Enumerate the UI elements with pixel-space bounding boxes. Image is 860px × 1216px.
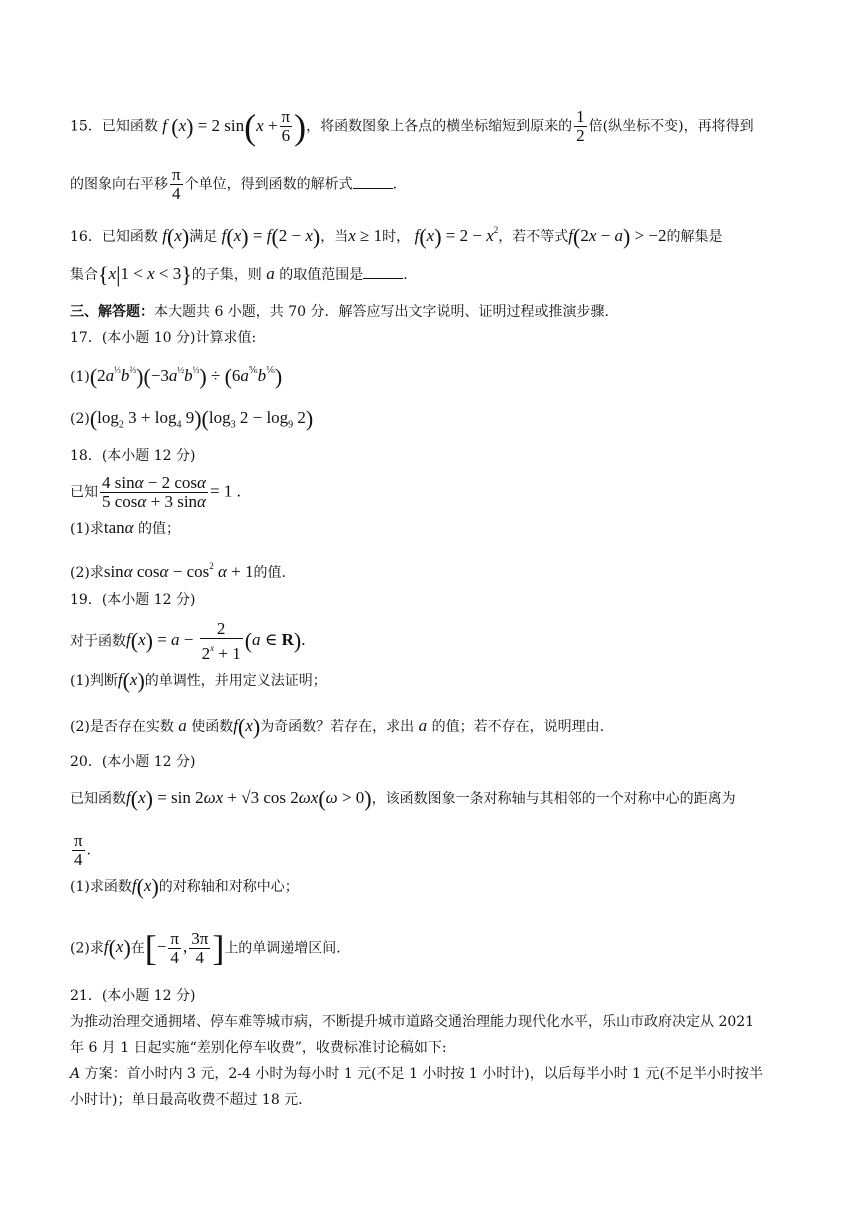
q19-intro: 对于函数 xyxy=(70,633,126,650)
q19-p2d: 的值；若不存在，说明理由. xyxy=(431,719,605,735)
q18-head: 18．(本小题 12 分) xyxy=(70,448,196,464)
q16-text7: 集合 xyxy=(70,267,98,283)
q21-line2: 年 6 月 1 日起实施“差别化停车收费”，收费标准讨论稿如下: xyxy=(70,1040,447,1056)
q16-number: 16． xyxy=(70,229,102,245)
q19-p2a: (2)是否存在实数 xyxy=(70,719,174,735)
q18-p1-end: 的值； xyxy=(138,521,181,537)
q17-head: 17．(本小题 10 分)计算求值: xyxy=(70,330,257,346)
q17-part1 xyxy=(70,360,810,390)
q20-def xyxy=(70,786,810,812)
q15-text: 已知函数 xyxy=(101,118,158,135)
q20-p1a: (1)求函数 xyxy=(70,879,132,895)
section3-title: 三、解答题： xyxy=(70,304,154,320)
q21-plan-a: A xyxy=(70,1066,81,1082)
q19-p2c: 为奇函数？若存在，求出 xyxy=(260,719,415,735)
q16-var-a: a xyxy=(266,264,275,283)
q19-head: 19．(本小题 12 分) xyxy=(70,592,196,608)
q21-line4: 小时计)；单日最高收费不超过 18 元. xyxy=(70,1092,303,1108)
q19-part1 xyxy=(70,668,810,694)
q16-answer-blank[interactable] xyxy=(363,266,403,279)
q20-intro: 已知函数 xyxy=(70,791,126,807)
q16-set: {x|1 < x < 3} xyxy=(98,262,192,288)
q20-p2c: 上的单调递增区间. xyxy=(224,940,341,957)
q20-part2: (2)求f(x)在[− $\frac{\pi}{4}$ , $\frac{3\pi}{4}$ ]上的单调递增区间. xyxy=(70,928,341,969)
q18-given: 已知 $\frac{4 \sin\alpha - 2 \cos\alpha}{5 \cos\alpha + 3 \sin\alpha}$ = 1 . xyxy=(70,473,241,511)
q18-part1 xyxy=(70,518,810,539)
q16-line1 xyxy=(70,220,810,250)
q15-answer-blank[interactable] xyxy=(353,176,393,189)
q21-line1: 为推动治理交通拥堵、停车难等城市病，不断提升城市道路交通治理能力现代化水平，乐山市政府决定从 2021 xyxy=(70,1014,755,1030)
q18-part2 xyxy=(70,556,810,583)
q19-expr: f(x) = a − $\frac{2}{2^x + 1}$ (a ∈ R). xyxy=(126,619,306,663)
q20-head: 20．(本小题 12 分) xyxy=(70,754,196,770)
q20-dist-line: $\frac{\pi}{4}$ . xyxy=(74,831,92,869)
q15-text4: 的图象向右平移 xyxy=(70,176,168,193)
q17-p1-label: (1) xyxy=(70,369,90,385)
q19-p1b: 的单调性，并用定义法证明； xyxy=(144,673,327,689)
q15-pi-over-4: $\frac{\pi}{4}$ xyxy=(172,165,181,203)
q19-part2: (2)是否存在实数 a 使函数f(x)为奇函数？若存在，求出 a 的值；若不存在，说明理由. xyxy=(70,714,605,740)
q16-text5: ，若不等式 xyxy=(498,229,569,245)
q18-p2-expr: sinα $\cos\alpha - \cos^2 \alpha + 1$ xyxy=(103,561,254,581)
q18-fraction: $\frac{4 \sin\alpha - 2 \cos\alpha}{5 \cos\alpha + 3 \sin\alpha}$ xyxy=(102,473,206,511)
q16-line2 xyxy=(70,262,810,288)
q15-line2 xyxy=(70,166,810,203)
q16-text: 已知函数 xyxy=(101,229,158,245)
q15-line1 xyxy=(70,108,810,145)
q15-text3: 倍(纵坐标不变)，再将得到 xyxy=(588,118,754,135)
q16-eq1: f(x) = f(2 − x) xyxy=(221,224,321,250)
section3-desc: 本大题共 6 小题，共 70 分．解答应写出文字说明、证明过程或推演步骤． xyxy=(154,304,619,320)
q20-p2b: 在 xyxy=(130,940,145,957)
q16-eq2: $f(x) = 2 - x^2$ xyxy=(414,224,499,250)
q16-ineq: f(2x − a) > −2 xyxy=(568,224,667,250)
q19-fx: f(x) xyxy=(117,668,145,694)
q16-text6: 的解集是 xyxy=(666,229,723,245)
q16-end: . xyxy=(403,267,408,283)
q16-text3: ，当 xyxy=(320,229,349,245)
q20-p2a: (2)求 xyxy=(70,940,104,957)
q16-text4: 时， xyxy=(382,229,411,245)
q20-expr: f(x) = sin 2ωx + √3 cos 2ωx(ω > 0) xyxy=(126,786,372,812)
q18-p1-label: (1)求 xyxy=(70,521,104,537)
q20-rest: ，该函数图象一条对称轴与其相邻的一个对称中心的距离为 xyxy=(371,791,736,807)
q20-p1b: 的对称轴和对称中心； xyxy=(158,879,299,895)
q18-p2-label: (2)求 xyxy=(70,565,104,581)
q16-cond: x ≥ 1 xyxy=(348,226,383,245)
q18-known: 已知 xyxy=(70,484,98,501)
q20-part1: (1)求函数f(x)的对称轴和对称中心； xyxy=(70,874,299,900)
q15-end: . xyxy=(392,176,398,193)
q21-line3 xyxy=(70,1064,810,1084)
q17-p2-label: (2) xyxy=(70,411,90,427)
section3-heading xyxy=(70,302,810,322)
q16-fx: f(x) xyxy=(162,224,190,250)
q17-p2-expr: ($\log_2$ $3 + \log_4 9)(\log_3$ $2 - \log_9 2$) xyxy=(89,406,314,432)
q20-dist: $\frac{\pi}{4}$ xyxy=(74,831,83,869)
q15-text5: 个单位，得到函数的解析式 xyxy=(184,176,353,193)
q16-text8: 的子集，则 xyxy=(191,267,262,283)
q17-p1-expr: $(2a^{\frac{1}{3}}b^{\frac{2}{3}})(-3a^{\frac{1}{2}}b^{\frac{1}{3}}) \div (6a^{\frac{5}{6}}b^{\frac{1}{6}})$ xyxy=(89,364,283,390)
q16-text2: 满足 xyxy=(189,229,218,245)
q19-p2b: 使函数 xyxy=(191,719,234,735)
q21-line3-text: 方案：首小时内 3 元，2-4 小时为每小时 1 元(不足 1 小时按 1 小时计)，以后每半小时 1 元(不足半小时按半 xyxy=(80,1066,763,1082)
q16-text9: 的取值范围是 xyxy=(279,267,364,283)
q15-half: $\frac{1}{2}$ xyxy=(576,107,585,145)
q15-number: 15． xyxy=(70,118,102,135)
q19-p1a: (1)判断 xyxy=(70,673,118,689)
q15-function: f (x) = 2 sin(x + $\frac{\pi}{6}$ ) xyxy=(162,106,307,147)
q17-part2 xyxy=(70,408,810,435)
q19-def xyxy=(70,620,810,663)
q20-interval: [− $\frac{\pi}{4}$ , $\frac{3\pi}{4}$ ] xyxy=(144,928,225,969)
q15-text2: ，将函数图象上各点的横坐标缩短到原来的 xyxy=(306,118,573,135)
q18-tan: tanα xyxy=(103,518,134,537)
q21-head: 21．(本小题 12 分) xyxy=(70,988,196,1004)
q18-p2-end: 的值. xyxy=(253,565,286,581)
